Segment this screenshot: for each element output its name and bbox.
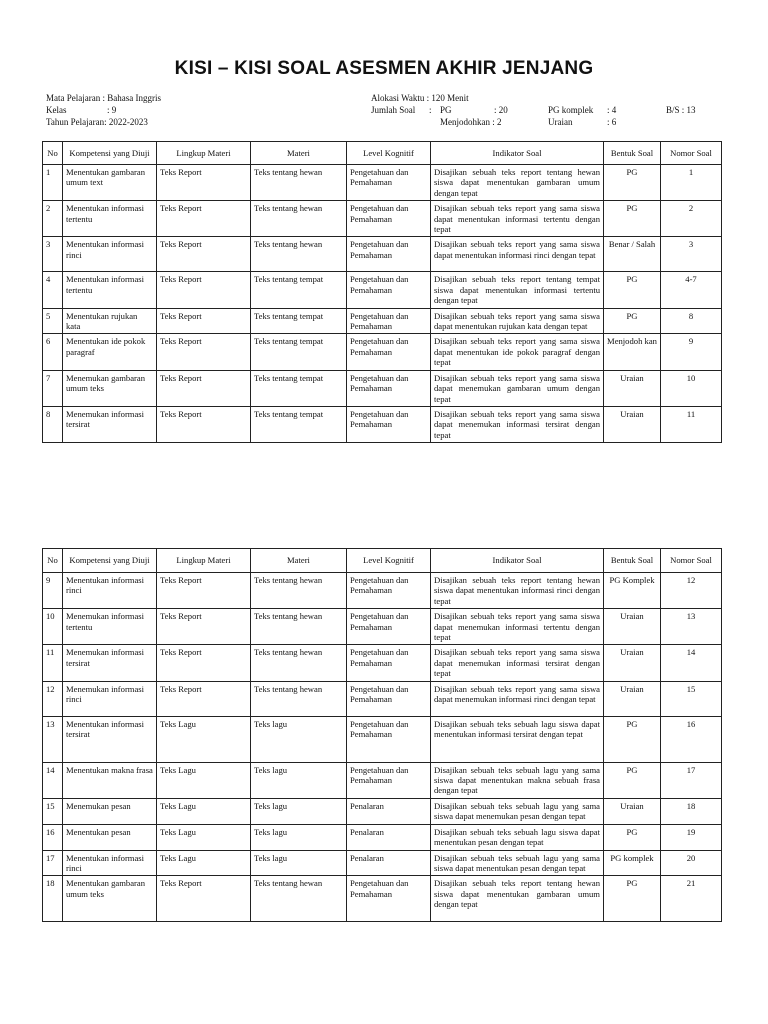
meta-pgk-label: PG komplek: [548, 105, 594, 115]
table-row: [43, 406, 722, 442]
header-nomor: Nomor Soal: [661, 549, 722, 573]
meta-bs: B/S : 13: [666, 105, 696, 115]
header-bentuk: Bentuk Soal: [604, 142, 661, 165]
cell-bentuk: PG: [604, 165, 661, 201]
cell-materi: Teks tentang hewan: [251, 165, 347, 201]
cell-materi: Teks tentang tempat: [251, 272, 347, 308]
cell-no: 5: [43, 308, 63, 334]
cell-kompetensi: Menentukan ide pokok paragraf: [63, 334, 157, 370]
cell-indikator: Disajikan sebuah teks report tentang hewan siswa dapat menentukan gambaran umum dengan tepat: [431, 165, 604, 201]
cell-lingkup: Teks Report: [157, 272, 251, 308]
cell-materi: Teks tentang hewan: [251, 645, 347, 681]
cell-lingkup: Teks Report: [157, 406, 251, 442]
cell-indikator: Disajikan sebuah teks report yang sama siswa dapat menemukan informasi tersirat dengan tepat: [431, 645, 604, 681]
cell-indikator: Disajikan sebuah teks report yang sama siswa dapat menentukan ide pokok paragraf dengan tepat: [431, 334, 604, 370]
cell-bentuk: Uraian: [604, 645, 661, 681]
cell-materi: Teks lagu: [251, 850, 347, 876]
header-kompetensi: Kompetensi yang Diuji: [63, 549, 157, 573]
table-header-row: [43, 142, 722, 165]
cell-kompetensi: Menentukan informasi rinci: [63, 237, 157, 272]
cell-level: Pengetahuan dan Pemahaman: [347, 406, 431, 442]
cell-indikator: Disajikan sebuah teks sebuah lagu yang sama siswa dapat menentukan makna sebuah frasa dengan tepat: [431, 762, 604, 798]
cell-lingkup: Teks Lagu: [157, 798, 251, 824]
cell-no: 18: [43, 876, 63, 922]
cell-level: Pengetahuan dan Pemahaman: [347, 165, 431, 201]
table-row: [43, 798, 722, 824]
cell-indikator: Disajikan sebuah teks report tentang hewan siswa dapat menentukan informasi rinci dengan tepat: [431, 573, 604, 609]
cell-kompetensi: Menentukan informasi rinci: [63, 850, 157, 876]
cell-level: Pengetahuan dan Pemahaman: [347, 681, 431, 716]
cell-no: 9: [43, 573, 63, 609]
cell-level: Pengetahuan dan Pemahaman: [347, 308, 431, 334]
cell-materi: Teks lagu: [251, 716, 347, 762]
meta-pg-value: : 20: [494, 105, 508, 115]
cell-kompetensi: Menemukan gambaran umum teks: [63, 370, 157, 406]
cell-lingkup: Teks Report: [157, 165, 251, 201]
cell-level: Pengetahuan dan Pemahaman: [347, 334, 431, 370]
cell-nomor: 20: [661, 850, 722, 876]
cell-no: 11: [43, 645, 63, 681]
cell-materi: Teks tentang hewan: [251, 876, 347, 922]
cell-kompetensi: Menentukan informasi tertentu: [63, 272, 157, 308]
cell-no: 13: [43, 716, 63, 762]
cell-nomor: 12: [661, 573, 722, 609]
cell-nomor: 9: [661, 334, 722, 370]
cell-no: 8: [43, 406, 63, 442]
meta-uraian-label: Uraian: [548, 117, 573, 127]
cell-no: 14: [43, 762, 63, 798]
cell-level: Pengetahuan dan Pemahaman: [347, 272, 431, 308]
cell-bentuk: Uraian: [604, 370, 661, 406]
cell-kompetensi: Menemukan informasi tersirat: [63, 406, 157, 442]
cell-nomor: 8: [661, 308, 722, 334]
meta-alokasi: Alokasi Waktu : 120 Menit: [371, 93, 469, 103]
cell-nomor: 21: [661, 876, 722, 922]
table-row: [43, 716, 722, 762]
cell-indikator: Disajikan sebuah teks report yang sama siswa dapat menentukan informasi tertentu dengan tepat: [431, 201, 604, 237]
table-row: [43, 876, 722, 922]
table-row: [43, 609, 722, 645]
cell-lingkup: Teks Report: [157, 681, 251, 716]
cell-level: Penalaran: [347, 798, 431, 824]
document-title: KISI – KISI SOAL ASESMEN AKHIR JENJANG: [174, 58, 594, 79]
cell-nomor: 16: [661, 716, 722, 762]
meta-tahun: Tahun Pelajaran: 2022-2023: [46, 117, 148, 127]
header-bentuk: Bentuk Soal: [604, 549, 661, 573]
cell-materi: Teks tentang tempat: [251, 406, 347, 442]
meta-mapel-value: : Bahasa Inggris: [102, 93, 161, 103]
cell-no: 7: [43, 370, 63, 406]
cell-bentuk: Menjodoh kan: [604, 334, 661, 370]
header-materi: Materi: [251, 142, 347, 165]
cell-nomor: 1: [661, 165, 722, 201]
cell-no: 4: [43, 272, 63, 308]
meta-menjodohkan: Menjodohkan : 2: [440, 117, 502, 127]
cell-lingkup: Teks Report: [157, 573, 251, 609]
cell-no: 2: [43, 201, 63, 237]
cell-kompetensi: Menemukan pesan: [63, 798, 157, 824]
header-no: No: [43, 549, 63, 573]
header-no: No: [43, 142, 63, 165]
cell-kompetensi: Menemukan informasi rinci: [63, 681, 157, 716]
kisi-table-1: [42, 141, 722, 443]
cell-lingkup: Teks Report: [157, 609, 251, 645]
cell-lingkup: Teks Lagu: [157, 716, 251, 762]
cell-nomor: 10: [661, 370, 722, 406]
cell-kompetensi: Menemukan informasi tertentu: [63, 609, 157, 645]
cell-indikator: Disajikan sebuah teks sebuah lagu yang sama siswa dapat menentukan pesan dengan tepat: [431, 850, 604, 876]
cell-lingkup: Teks Report: [157, 308, 251, 334]
cell-level: Pengetahuan dan Pemahaman: [347, 573, 431, 609]
meta-jumlah-colon: :: [429, 105, 432, 115]
header-level: Level Kognitif: [347, 549, 431, 573]
cell-lingkup: Teks Report: [157, 237, 251, 272]
cell-bentuk: PG: [604, 272, 661, 308]
table-row: [43, 370, 722, 406]
cell-indikator: Disajikan sebuah teks sebuah lagu yang sama siswa dapat menemukan pesan dengan tepat: [431, 798, 604, 824]
cell-bentuk: Benar / Salah: [604, 237, 661, 272]
cell-materi: Teks tentang hewan: [251, 609, 347, 645]
cell-lingkup: Teks Report: [157, 876, 251, 922]
cell-indikator: Disajikan sebuah teks report yang sama siswa dapat menemukan informasi tersirat dengan tepat: [431, 406, 604, 442]
cell-kompetensi: Menentukan pesan: [63, 824, 157, 850]
table-header-row: [43, 549, 722, 573]
cell-bentuk: PG komplek: [604, 850, 661, 876]
cell-no: 1: [43, 165, 63, 201]
cell-materi: Teks lagu: [251, 762, 347, 798]
cell-nomor: 19: [661, 824, 722, 850]
header-lingkup: Lingkup Materi: [157, 142, 251, 165]
cell-level: Penalaran: [347, 824, 431, 850]
cell-kompetensi: Menentukan gambaran umum text: [63, 165, 157, 201]
table-row: [43, 201, 722, 237]
cell-no: 3: [43, 237, 63, 272]
meta-kelas-value: : 9: [107, 105, 117, 115]
cell-kompetensi: Menentukan makna frasa: [63, 762, 157, 798]
cell-kompetensi: Menentukan informasi tersirat: [63, 716, 157, 762]
meta-mapel-label: Mata Pelajaran: [46, 93, 101, 103]
cell-bentuk: PG: [604, 824, 661, 850]
table-row: [43, 573, 722, 609]
cell-nomor: 14: [661, 645, 722, 681]
cell-lingkup: Teks Lagu: [157, 824, 251, 850]
cell-lingkup: Teks Report: [157, 370, 251, 406]
meta-pgk-value: : 4: [607, 105, 617, 115]
cell-level: Penalaran: [347, 850, 431, 876]
cell-materi: Teks lagu: [251, 824, 347, 850]
cell-no: 10: [43, 609, 63, 645]
cell-nomor: 11: [661, 406, 722, 442]
cell-nomor: 2: [661, 201, 722, 237]
table-row: [43, 272, 722, 308]
cell-kompetensi: Menemukan informasi tersirat: [63, 645, 157, 681]
cell-indikator: Disajikan sebuah teks report tentang tempat siswa dapat menentukan informasi tertentu dengan tepat: [431, 272, 604, 308]
cell-bentuk: Uraian: [604, 681, 661, 716]
cell-level: Pengetahuan dan Pemahaman: [347, 370, 431, 406]
cell-materi: Teks tentang hewan: [251, 573, 347, 609]
cell-no: 17: [43, 850, 63, 876]
header-indikator: Indikator Soal: [431, 142, 604, 165]
cell-bentuk: PG: [604, 716, 661, 762]
cell-no: 15: [43, 798, 63, 824]
cell-materi: Teks tentang hewan: [251, 681, 347, 716]
table-row: [43, 165, 722, 201]
cell-kompetensi: Menentukan informasi tertentu: [63, 201, 157, 237]
cell-indikator: Disajikan sebuah teks report yang sama siswa dapat menemukan gambaran umum dengan tepat: [431, 370, 604, 406]
cell-materi: Teks tentang tempat: [251, 370, 347, 406]
meta-pg-label: PG: [440, 105, 452, 115]
cell-materi: Teks tentang tempat: [251, 334, 347, 370]
cell-indikator: Disajikan sebuah teks report yang sama siswa dapat menentukan rujukan kata dengan tepat: [431, 308, 604, 334]
cell-lingkup: Teks Lagu: [157, 762, 251, 798]
cell-level: Pengetahuan dan Pemahaman: [347, 716, 431, 762]
cell-materi: Teks tentang tempat: [251, 308, 347, 334]
cell-materi: Teks lagu: [251, 798, 347, 824]
header-level: Level Kognitif: [347, 142, 431, 165]
cell-nomor: 3: [661, 237, 722, 272]
cell-no: 6: [43, 334, 63, 370]
cell-indikator: Disajikan sebuah teks sebuah lagu siswa dapat menentukan pesan dengan tepat: [431, 824, 604, 850]
cell-bentuk: PG Komplek: [604, 573, 661, 609]
header-indikator: Indikator Soal: [431, 549, 604, 573]
cell-nomor: 18: [661, 798, 722, 824]
table-row: [43, 334, 722, 370]
cell-indikator: Disajikan sebuah teks report yang sama siswa dapat menentukan informasi rinci dengan tepat: [431, 237, 604, 272]
table-row: [43, 645, 722, 681]
cell-bentuk: PG: [604, 876, 661, 922]
cell-kompetensi: Menentukan rujukan kata: [63, 308, 157, 334]
header-lingkup: Lingkup Materi: [157, 549, 251, 573]
cell-bentuk: PG: [604, 308, 661, 334]
table-row: [43, 237, 722, 272]
table-row: [43, 681, 722, 716]
cell-level: Pengetahuan dan Pemahaman: [347, 201, 431, 237]
header-materi: Materi: [251, 549, 347, 573]
cell-level: Pengetahuan dan Pemahaman: [347, 876, 431, 922]
cell-materi: Teks tentang hewan: [251, 237, 347, 272]
cell-indikator: Disajikan sebuah teks report tentang hewan siswa dapat menentukan gambaran umum dengan tepat: [431, 876, 604, 922]
header-nomor: Nomor Soal: [661, 142, 722, 165]
table-row: [43, 850, 722, 876]
cell-bentuk: Uraian: [604, 406, 661, 442]
meta-kelas-label: Kelas: [46, 105, 67, 115]
cell-lingkup: Teks Lagu: [157, 850, 251, 876]
cell-no: 12: [43, 681, 63, 716]
cell-indikator: Disajikan sebuah teks report yang sama siswa dapat menemukan informasi rinci dengan tepat: [431, 681, 604, 716]
cell-level: Pengetahuan dan Pemahaman: [347, 762, 431, 798]
cell-level: Pengetahuan dan Pemahaman: [347, 645, 431, 681]
cell-nomor: 15: [661, 681, 722, 716]
cell-nomor: 13: [661, 609, 722, 645]
cell-nomor: 4-7: [661, 272, 722, 308]
cell-bentuk: Uraian: [604, 609, 661, 645]
meta-uraian-value: : 6: [607, 117, 617, 127]
table-row: [43, 308, 722, 334]
cell-materi: Teks tentang hewan: [251, 201, 347, 237]
cell-no: 16: [43, 824, 63, 850]
cell-kompetensi: Menentukan gambaran umum teks: [63, 876, 157, 922]
cell-nomor: 17: [661, 762, 722, 798]
cell-level: Pengetahuan dan Pemahaman: [347, 237, 431, 272]
table-row: [43, 824, 722, 850]
meta-mapel: [46, 92, 161, 104]
cell-lingkup: Teks Report: [157, 645, 251, 681]
table-row: [43, 762, 722, 798]
cell-indikator: Disajikan sebuah teks sebuah lagu siswa dapat menentukan informasi tersirat dengan tepat: [431, 716, 604, 762]
kisi-table-2: [42, 548, 722, 922]
header-kompetensi: Kompetensi yang Diuji: [63, 142, 157, 165]
cell-bentuk: Uraian: [604, 798, 661, 824]
cell-indikator: Disajikan sebuah teks report yang sama siswa dapat menemukan informasi tertentu dengan tepat: [431, 609, 604, 645]
cell-lingkup: Teks Report: [157, 334, 251, 370]
cell-lingkup: Teks Report: [157, 201, 251, 237]
meta-jumlah-label: Jumlah Soal: [371, 105, 416, 115]
cell-bentuk: PG: [604, 201, 661, 237]
cell-bentuk: PG: [604, 762, 661, 798]
cell-level: Pengetahuan dan Pemahaman: [347, 609, 431, 645]
cell-kompetensi: Menentukan informasi rinci: [63, 573, 157, 609]
